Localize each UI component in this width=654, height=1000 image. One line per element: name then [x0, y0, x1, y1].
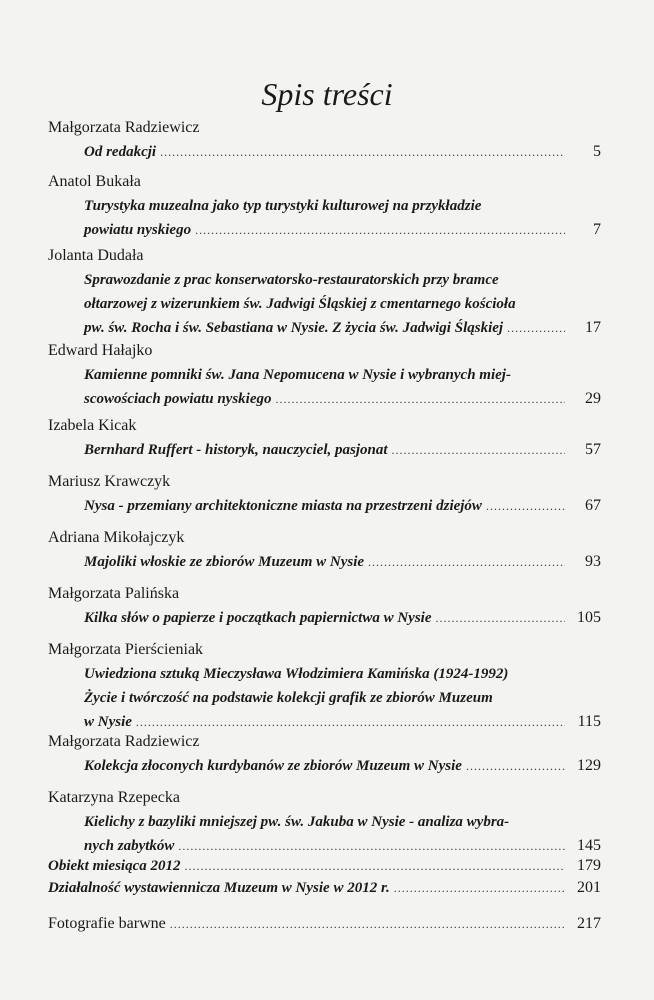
toc-title-line — [84, 318, 601, 338]
page-number: 217 — [577, 915, 601, 932]
page-number: 5 — [593, 143, 601, 160]
page-number: 129 — [577, 757, 601, 774]
toc-title-line: Kielichy z bazyliki mniejszej pw. św. Jakuba w Nysie - analiza wybra- — [84, 814, 510, 830]
entry-author: Edward Hałajko — [48, 342, 153, 359]
toc-title-line — [84, 496, 601, 516]
toc-title-line — [84, 836, 601, 856]
entry-author: Małgorzata Radziewicz — [48, 119, 200, 136]
toc-title-line: Kamienne pomniki św. Jana Nepomucena w Nysie i wybranych miej- — [84, 367, 511, 383]
toc-title-line — [48, 856, 601, 876]
entry-title-text: powiatu nyskiego — [84, 222, 192, 238]
entry-title-text: Kilka słów o papierze i początkach papiernictwa w Nysie — [84, 610, 432, 626]
entry-title-text: Bernhard Ruffert - historyk, nauczyciel, pasjonat — [84, 442, 388, 458]
leader-dots — [160, 142, 565, 162]
entry-title-text: Od redakcji — [84, 144, 157, 160]
page-number: 57 — [585, 441, 601, 458]
leader-dots — [466, 756, 565, 776]
page-number: 145 — [577, 837, 601, 854]
entry-author: Mariusz Krawczyk — [48, 473, 171, 490]
leader-dots — [195, 220, 565, 240]
leader-dots — [170, 914, 565, 934]
toc-title-line — [84, 608, 601, 628]
entry-author: Małgorzata Radziewicz — [48, 733, 200, 750]
toc-title-line: Turystyka muzealna jako typ turystyki kulturowej na przykładzie — [84, 198, 482, 214]
toc-title-line — [84, 389, 601, 409]
page-number: 179 — [577, 857, 601, 874]
page-title: Spis treści — [261, 76, 393, 112]
page-number: 29 — [585, 390, 601, 407]
page-number: 67 — [585, 497, 601, 514]
entry-author: Anatol Bukała — [48, 173, 141, 190]
leader-dots — [507, 318, 565, 338]
page-number: 105 — [577, 609, 601, 626]
entry-title-text: Nysa - przemiany architektoniczne miasta na przestrzeni dziejów — [84, 498, 482, 514]
toc-title-line: ołtarzowej z wizerunkiem św. Jadwigi Śląskiej z cmentarnego kościoła — [84, 296, 516, 312]
toc-title-line — [84, 552, 601, 572]
toc-title-line: Sprawozdanie z prac konserwatorsko-restauratorskich przy bramce — [84, 272, 499, 288]
page-number: 7 — [593, 221, 601, 238]
page-number: 17 — [585, 319, 601, 336]
entry-author: Małgorzata Palińska — [48, 585, 180, 602]
leader-dots — [136, 712, 565, 732]
leader-dots — [436, 608, 566, 628]
leader-dots — [184, 856, 565, 876]
toc-title-line — [84, 712, 601, 732]
leader-dots — [276, 389, 565, 409]
toc-title-line — [48, 914, 601, 934]
entry-title-text: Kolekcja złoconych kurdybanów ze zbiorów Muzeum w Nysie — [84, 758, 462, 774]
toc-title-line: Uwiedziona sztuką Mieczysława Włodzimiera Kamińska (1924-1992) — [84, 666, 509, 682]
leader-dots — [392, 440, 565, 460]
entry-title-text: Fotografie barwne — [48, 915, 166, 932]
entry-author: Adriana Mikołajczyk — [48, 529, 185, 546]
entry-author: Katarzyna Rzepecka — [48, 789, 180, 806]
leader-dots — [394, 878, 565, 898]
leader-dots — [486, 496, 565, 516]
entry-title-text: nych zabytków — [84, 838, 175, 854]
entry-title-text: scowościach powiatu nyskiego — [84, 391, 272, 407]
entry-author: Izabela Kicak — [48, 417, 137, 434]
toc-title-line — [84, 756, 601, 776]
entry-author: Małgorzata Pierścieniak — [48, 641, 204, 658]
toc-title-line — [48, 878, 601, 898]
entry-title-text: Majoliki włoskie ze zbiorów Muzeum w Nysie — [84, 554, 365, 570]
entry-author: Jolanta Dudała — [48, 247, 144, 264]
toc-title-line — [84, 220, 601, 240]
entry-title-text: pw. św. Rocha i św. Sebastiana w Nysie. Z życia św. Jadwigi Śląskiej — [84, 320, 504, 336]
page-number: 93 — [585, 553, 601, 570]
entry-title-text: Obiekt miesiąca 2012 — [48, 858, 181, 874]
toc-title-line — [84, 440, 601, 460]
toc-title-line: Życie i twórczość na podstawie kolekcji grafik ze zbiorów Muzeum — [84, 690, 493, 706]
entry-title-text: w Nysie — [84, 714, 132, 730]
leader-dots — [368, 552, 565, 572]
leader-dots — [178, 836, 565, 856]
page-number: 115 — [577, 713, 601, 730]
toc-title-line — [84, 142, 601, 162]
entry-title-text: Działalność wystawiennicza Muzeum w Nysie w 2012 r. — [48, 880, 390, 896]
page-number: 201 — [577, 879, 601, 896]
